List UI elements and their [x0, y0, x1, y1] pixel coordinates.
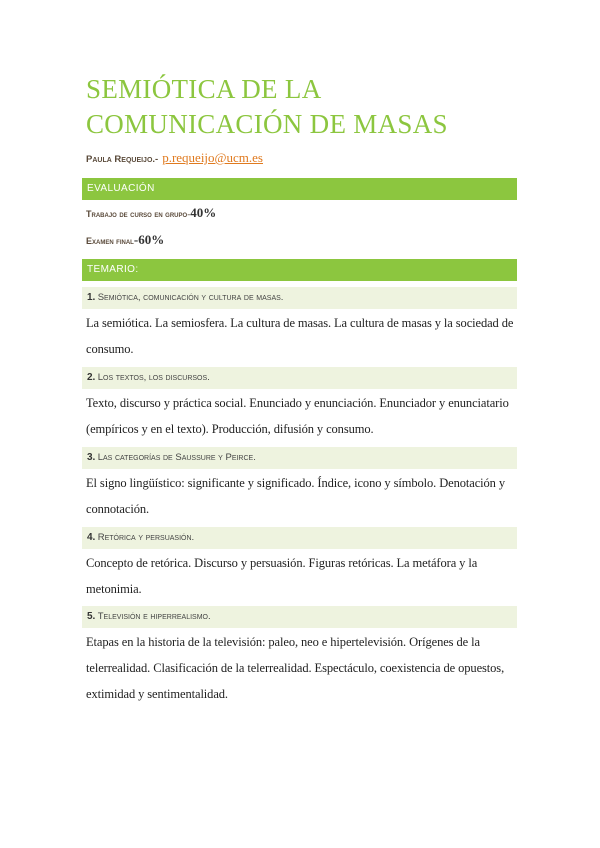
temario-header: TEMARIO: [82, 259, 517, 281]
topic-number: 4. [87, 532, 96, 543]
eval-label: Trabajo de curso en grupo [86, 209, 188, 219]
evaluacion-header: EVALUACIÓN [82, 178, 517, 200]
topic-number: 2. [87, 372, 96, 383]
topic-header-4 [82, 527, 517, 549]
topic-header-1 [82, 287, 517, 309]
topic-title: Semiótica, comunicación y cultura de masas. [97, 292, 284, 303]
topic-body-5: Etapas en la historia de la televisión: paleo, neo e hipertelevisión. Orígenes de la telerrealidad. Clasificación de la telerrealidad. Espectáculo, coexistencia de opuestos, extimidad y sentimentalidad. [86, 635, 505, 701]
topic-number: 5. [87, 611, 96, 622]
topic-body-4: Concepto de retórica. Discurso y persuasión. Figuras retóricas. La metáfora y la metonimia. [86, 556, 478, 596]
topic-number: 1. [87, 292, 96, 303]
eval-separator: - [187, 209, 191, 219]
topic-body-1: La semiótica. La semiosfera. La cultura de masas. La cultura de masas y la sociedad de consumo. [86, 316, 514, 356]
author-email-link[interactable]: p.requeijo@ucm.es [162, 150, 263, 165]
eval-item-trabajo [86, 205, 216, 221]
author-name: Paula Requeijo.- [86, 154, 159, 165]
eval-separator: - [133, 232, 139, 247]
topic-title: Los textos, los discursos. [97, 372, 210, 383]
author-line [86, 150, 263, 166]
topic-title: Televisión e hiperrealismo. [97, 611, 211, 622]
topic-number: 3. [87, 452, 96, 463]
eval-item-examen [86, 232, 164, 248]
topic-title: Retórica y persuasión. [97, 532, 195, 543]
eval-label: Examen final [86, 236, 134, 246]
topic-header-2 [82, 367, 517, 389]
eval-value: 60% [138, 232, 165, 247]
topic-body-2: Texto, discurso y práctica social. Enunciado y enunciación. Enunciador y enunciatario (empíricos y en el texto). Producción, difusión y consumo. [86, 396, 509, 436]
page-title: SEMIÓTICA DE LA COMUNICACIÓN DE MASAS [86, 74, 448, 139]
topic-title: Las categorías de Saussure y Peirce. [97, 452, 256, 463]
topic-header-3 [82, 447, 517, 469]
topic-body-3: El signo lingüístico: significante y significado. Índice, icono y símbolo. Denotación y connotación. [86, 476, 506, 516]
eval-value: 40% [190, 205, 217, 220]
topic-header-5 [82, 606, 517, 628]
